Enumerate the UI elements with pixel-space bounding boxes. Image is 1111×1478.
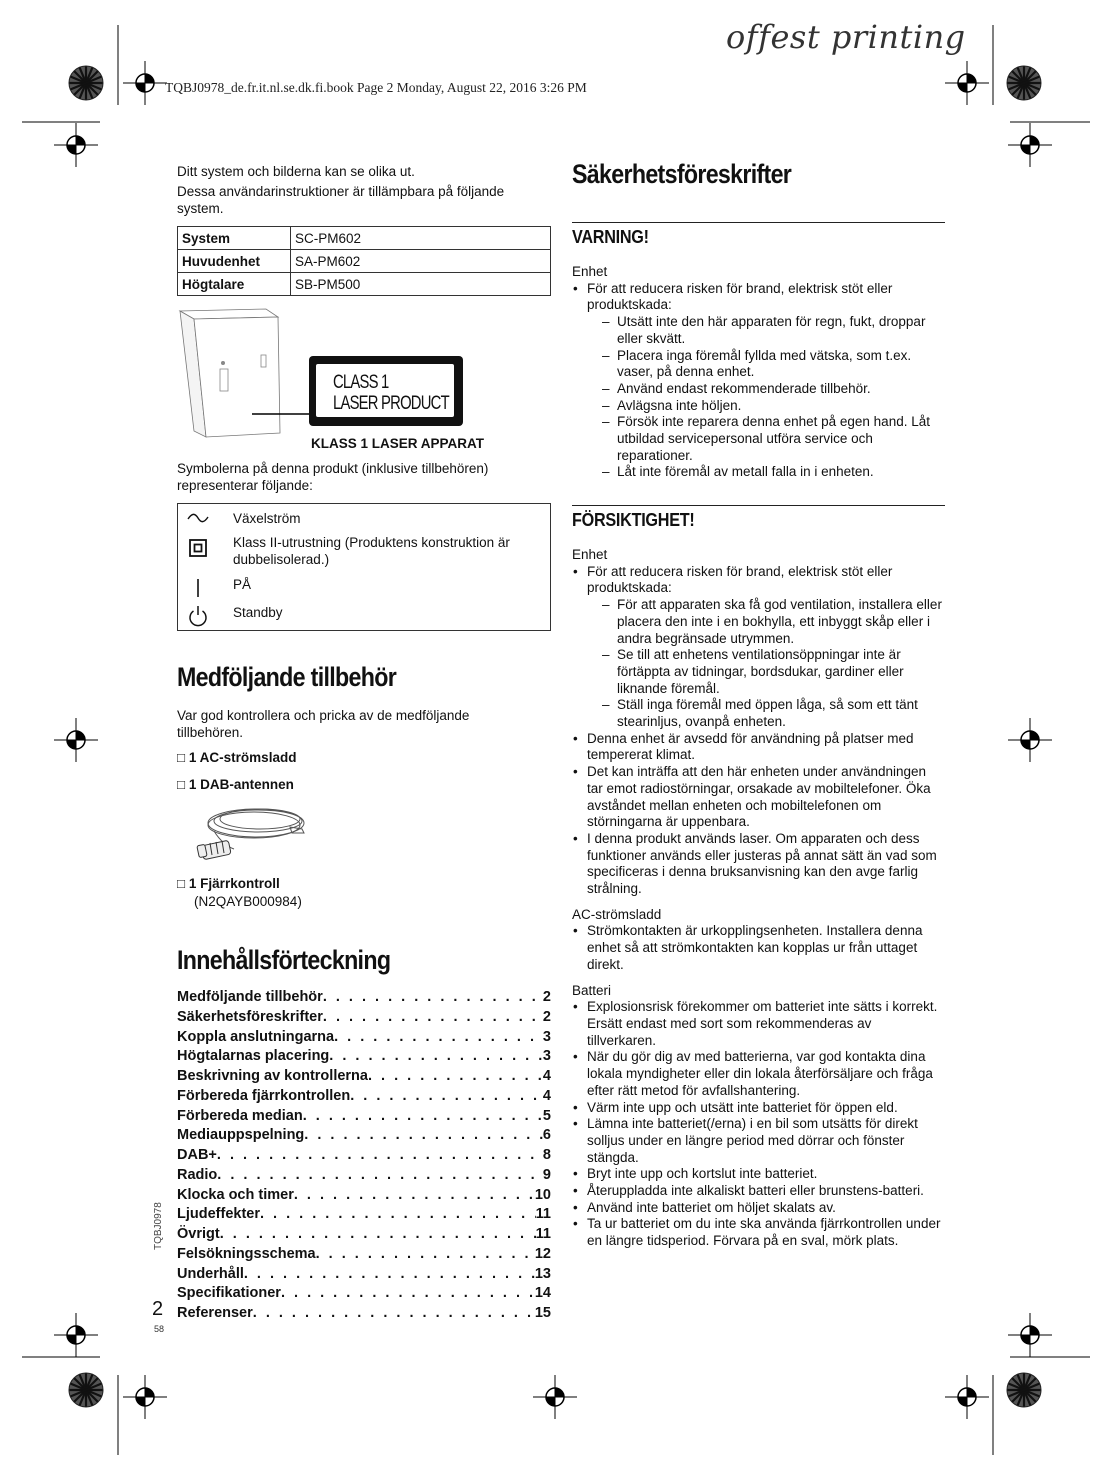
section-label: Enhet	[572, 264, 608, 279]
toc-entry-page: 2	[542, 1008, 551, 1025]
toc-leader-dots	[217, 1166, 543, 1186]
accessories-heading: Medföljande tillbehör	[177, 662, 397, 692]
table-key: System	[178, 227, 291, 250]
toc-entry-title: DAB+	[177, 1147, 217, 1163]
symbol-text: Klass II-utrustning (Produktens konstruktion är dubbelisolerad.)	[233, 535, 510, 567]
toc-entry[interactable]	[177, 1126, 551, 1146]
table-key: Högtalare	[178, 273, 291, 296]
toc-entry-title: Högtalarnas placering	[177, 1048, 330, 1065]
toc-entry-page: 4	[542, 1087, 551, 1104]
toc-entry-page: 3	[542, 1048, 551, 1065]
toc-entry-title: Förbereda median	[177, 1107, 303, 1124]
section-rule	[572, 505, 945, 506]
caution-heading: FÖRSIKTIGHET!	[572, 510, 695, 530]
toc-entry-title: Beskrivning av kontrollerna	[177, 1068, 368, 1084]
checklist-item	[177, 750, 296, 765]
toc-leader-dots	[244, 1265, 535, 1285]
toc-entry[interactable]	[177, 1087, 551, 1107]
list-item: – Avlägsna inte höljen.	[602, 398, 944, 415]
toc-entry[interactable]	[177, 1146, 551, 1166]
model-table	[177, 226, 551, 296]
section-label: Enhet	[572, 547, 608, 562]
margin-doc-code: TQBJ0978	[153, 1202, 164, 1250]
table-of-contents	[177, 988, 551, 1324]
toc-entry-page: 14	[534, 1285, 551, 1302]
toc-heading: Innehållsförteckning	[177, 945, 391, 975]
toc-leader-dots	[316, 1245, 535, 1265]
symbols-intro: Symbolerna på denna produkt (inklusive tillbehören) representerar följande:	[177, 461, 489, 493]
toc-entry-title: Specifikationer	[177, 1285, 281, 1302]
checklist-item	[177, 777, 294, 792]
toc-entry[interactable]	[177, 1028, 551, 1048]
toc-entry[interactable]	[177, 1265, 551, 1285]
list-item: – För att apparaten ska få god ventilation, installera eller placera den inte i en bokhylla, ett inbyggt skåp eller i andra begränsade utrymmen.	[602, 597, 944, 647]
toc-entry[interactable]	[177, 1284, 551, 1304]
toc-entry-page: 2	[542, 989, 551, 1005]
table-row	[178, 250, 551, 273]
accessory-label: 1 Fjärrkontroll	[188, 876, 280, 891]
toc-entry-page: 6	[542, 1127, 551, 1144]
toc-leader-dots	[329, 1047, 543, 1067]
list-item: • Det kan inträffa att den här enheten under användningen tar emot radiostörningar, orsakade av mobiltelefoner. Öka avståndet mellan enheten och mobiltelefonen om störningarna är uppenbara.	[572, 764, 944, 831]
toc-leader-dots	[304, 1126, 543, 1146]
list-item: • Bryt inte upp och kortslut inte batteriet.	[572, 1166, 944, 1183]
toc-entry-title: Mediauppspelning	[177, 1127, 305, 1144]
toc-entry-page: 4	[542, 1068, 551, 1084]
table-value: SA-PM602	[291, 250, 551, 273]
list-item: – Låt inte föremål av metall falla in i enheten.	[602, 464, 944, 481]
list-item: • Återuppladda inte alkaliskt batteri eller brunstens-batteri.	[572, 1183, 944, 1200]
toc-entry-title: Säkerhetsföreskrifter	[177, 1008, 323, 1025]
list-item: – Se till att enhetens ventilationsöppningar inte är förtäppta av tidningar, bordsdukar, gardiner eller liknande föremål.	[602, 647, 944, 697]
checkbox-icon[interactable]: □	[177, 750, 186, 765]
list-item: • Värm inte upp och utsätt inte batteriet för öppen eld.	[572, 1100, 944, 1117]
list-item: • Lämna inte batteriet(/erna) i en bil som utsätts för direkt solljus under en längre period med dörrar och fönster stängda.	[572, 1116, 944, 1166]
table-row	[178, 227, 551, 250]
toc-leader-dots	[303, 1107, 543, 1127]
list-item: • Denna enhet är avsedd för användning på platser med tempererat klimat.	[572, 731, 944, 764]
toc-leader-dots	[217, 1146, 543, 1166]
section-label: Batteri	[572, 982, 612, 998]
checkbox-icon[interactable]: □	[177, 876, 186, 891]
toc-entry[interactable]	[177, 1245, 551, 1265]
accessories-intro: Var god kontrollera och pricka av de medföljande tillbehören.	[177, 708, 470, 740]
laser-label-line2: LASER PRODUCT	[333, 393, 449, 414]
toc-leader-dots	[294, 1186, 535, 1206]
toc-entry-page: 12	[534, 1245, 551, 1262]
toc-entry[interactable]	[177, 1008, 551, 1028]
toc-entry-page: 11	[535, 1226, 551, 1242]
accessory-label: 1 AC-strömsladd	[188, 750, 297, 765]
toc-entry[interactable]	[177, 1304, 551, 1324]
toc-entry-page: 3	[542, 1028, 551, 1045]
toc-entry-title: Klocka och timer	[177, 1186, 294, 1203]
standby-icon	[186, 605, 210, 630]
safety-heading: Säkerhetsföreskrifter	[572, 159, 792, 189]
toc-entry[interactable]	[177, 988, 551, 1008]
brand-logo: offest printing	[726, 18, 966, 56]
list-item: • Använd inte batteriet om höljet skalats av.	[572, 1200, 944, 1217]
laser-label-line1: CLASS 1	[333, 372, 389, 393]
symbol-text: PÅ	[233, 577, 252, 592]
toc-entry[interactable]	[177, 1107, 551, 1127]
toc-entry-page: 9	[542, 1166, 551, 1183]
laser-caption: KLASS 1 LASER APPARAT	[311, 436, 485, 451]
toc-entry[interactable]	[177, 1205, 551, 1225]
symbols-table	[177, 503, 551, 631]
toc-entry[interactable]	[177, 1047, 551, 1067]
caution-section	[572, 547, 944, 1250]
toc-entry[interactable]	[177, 1067, 551, 1087]
table-key: Huvudenhet	[178, 250, 291, 273]
toc-entry-title: Radio	[177, 1166, 218, 1183]
symbol-text: Standby	[233, 605, 283, 620]
toc-entry-page: 8	[542, 1147, 551, 1163]
toc-entry-title: Övrigt	[177, 1226, 220, 1242]
warning-heading: VARNING!	[572, 227, 649, 247]
power-on-bar-icon	[186, 578, 210, 601]
section-label: AC-strömsladd	[572, 906, 662, 922]
toc-entry-title: Ljudeffekter	[177, 1206, 260, 1223]
toc-leader-dots	[220, 1225, 536, 1245]
laser-class-label	[309, 356, 463, 426]
symbol-text: Växelström	[233, 511, 301, 526]
toc-entry-title: Medföljande tillbehör	[177, 989, 323, 1005]
page-number: 2	[152, 1298, 164, 1320]
table-row	[178, 273, 551, 296]
list-item: – Försök inte reparera denna enhet på egen hand. Låt utbildad servicepersonal utföra service och reparationer.	[602, 414, 944, 464]
dab-antenna-illustration	[194, 797, 310, 867]
bullet-text: För att reducera risken för brand, elektrisk stöt eller produktskada:	[587, 280, 893, 313]
list-item: – Ställ inga föremål med öppen låga, så som ett tänt stearinljus, ovanpå enheten.	[602, 697, 944, 730]
bullet-text: För att reducera risken för brand, elektrisk stöt eller produktskada:	[587, 563, 893, 596]
list-item: • När du gör dig av med batterierna, var god kontakta dina lokala myndigheter eller din lokala återförsäljare och fråga efter rätt metod för avfallshantering.	[572, 1049, 944, 1099]
toc-entry-page: 13	[534, 1265, 551, 1282]
list-item	[572, 281, 944, 481]
toc-leader-dots	[323, 1008, 543, 1028]
ac-wave-icon	[186, 510, 210, 529]
page-sub-number: 58	[154, 1324, 165, 1334]
toc-entry-title: Referenser	[177, 1305, 253, 1321]
list-item	[572, 564, 944, 731]
toc-leader-dots	[260, 1205, 536, 1225]
checkbox-icon[interactable]: □	[177, 777, 186, 792]
toc-entry-title: Underhåll	[177, 1265, 244, 1282]
table-value: SC-PM602	[291, 227, 551, 250]
checklist-item	[177, 876, 280, 891]
toc-entry-title: Koppla anslutningarna	[177, 1028, 335, 1045]
intro-line-1: Ditt system och bilderna kan se olika ut.	[177, 164, 415, 179]
toc-leader-dots	[368, 1067, 543, 1087]
toc-leader-dots	[334, 1028, 543, 1048]
list-item: – Utsätt inte den här apparaten för regn, fukt, droppar eller skvätt.	[602, 314, 944, 347]
toc-entry-page: 5	[542, 1107, 551, 1124]
warning-section	[572, 264, 944, 481]
accessory-label: 1 DAB-antennen	[188, 777, 294, 792]
toc-leader-dots	[281, 1284, 535, 1304]
list-item: • Ta ur batteriet om du inte ska använda fjärrkontrollen under en längre tidsperiod. Förvara på en sval, mörk plats.	[572, 1216, 944, 1249]
list-item: • I denna produkt används laser. Om apparaten och dess funktioner används eller justeras på annat sätt än vad som specificeras i denna bruksanvisning kan den avge farlig strålning.	[572, 831, 944, 898]
list-item: – Använd endast rekommenderade tillbehör.	[602, 381, 944, 398]
remote-model-code: (N2QAYB000984)	[194, 894, 302, 909]
intro-line-2: Dessa användarinstruktioner är tillämpbara på följande system.	[177, 184, 505, 216]
section-rule	[572, 222, 945, 223]
toc-entry[interactable]	[177, 1225, 551, 1245]
toc-leader-dots	[350, 1087, 543, 1107]
toc-entry-page: 11	[535, 1206, 551, 1223]
toc-entry-title: Felsökningsschema	[177, 1245, 316, 1262]
list-item: • Strömkontakten är urkopplingsenheten. Installera denna enhet så att strömkontakten kan kopplas ur från uttaget direkt.	[572, 923, 944, 973]
toc-leader-dots	[323, 988, 543, 1008]
book-info-line: TQBJ0978_de.fr.it.nl.se.dk.fi.book Page 2 Monday, August 22, 2016 3:26 PM	[165, 80, 587, 95]
class2-double-square-icon	[186, 538, 210, 561]
toc-entry[interactable]	[177, 1166, 551, 1186]
toc-entry-title: Förbereda fjärrkontrollen	[177, 1087, 351, 1104]
toc-entry-page: 15	[534, 1305, 551, 1321]
toc-leader-dots	[253, 1304, 535, 1324]
table-value: SB-PM500	[291, 273, 551, 296]
list-item: • Explosionsrisk förekommer om batteriet inte sätts i korrekt. Ersätt endast med sort som rekommenderas av tillverkaren.	[572, 999, 944, 1049]
toc-entry-page: 10	[534, 1186, 551, 1203]
list-item: – Placera inga föremål fyllda med vätska, som t.ex. vaser, på denna enhet.	[602, 348, 944, 381]
toc-entry[interactable]	[177, 1186, 551, 1206]
